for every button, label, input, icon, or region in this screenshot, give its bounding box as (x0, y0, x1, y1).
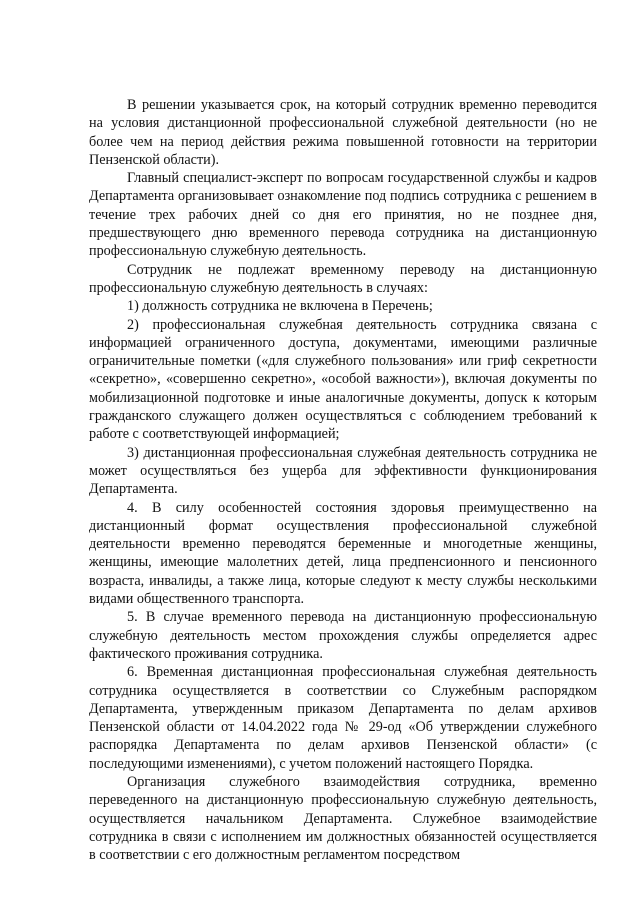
paragraph-item-5: 5. В случае временного перевода на дистанционную профессиональную служебную деятельность местом прохождения службы определяется адрес фактического проживания сотрудника. (89, 609, 597, 662)
paragraph-exception-3: 3) дистанционная профессиональная служебная деятельность сотрудника не может осуществляться без ущерба для эффективности функционирования Департамента. (89, 444, 597, 498)
paragraph-term: В решении указывается срок, на который сотрудник временно переводится на условия дистанционной профессиональной служебной деятельности (но не более чем на период действия режима повышенной готовности на территории Пензенской области). (89, 97, 597, 168)
paragraph-interaction: Организация служебного взаимодействия сотрудника, временно переведенного на дистанционную профессиональную служебную деятельность, осуществляется начальником Департамента. Служебное взаимодействие сотрудника в связи с исполнением им должностных обязанностей осуществляется в соответствии с его должностным регламентом посредством (89, 773, 597, 864)
paragraph-item-6: 6. Временная дистанционная профессиональная служебная деятельность сотрудника осуществляется в соответствии со Служебным распорядком Департамента, утвержденным приказом Департамента по делам архивов Пензенской области от 14.04.2022 года № 29-од «Об утверждении служебного распорядка Департамента по делам архивов Пензенской области» (с последующими изменениями), с учетом положений настоящего Порядка. (89, 664, 597, 772)
paragraph-item-4: 4. В силу особенностей состояния здоровья преимущественно на дистанционный формат осуществления профессиональной служебной деятельности временно переводятся беременные и многодетные женщины, женщины, имеющие малолетних детей, лица предпенсионного и пенсионного возраста, инвалиды, а также лица, которые следуют к месту службы несколькими видами общественного транспорта. (89, 499, 597, 608)
paragraph-exceptions-intro: Сотрудник не подлежат временному переводу на дистанционную профессиональную служебную деятельность в случаях: (89, 261, 597, 296)
document-body (89, 96, 597, 864)
paragraph-exception-2: 2) профессиональная служебная деятельность сотрудника связана с информацией ограниченного доступа, документами, имеющими различные ограничительные пометки («для служебного пользования» или гриф секретности «секретно», «совершенно секретно», «особой важности»), включая документы по мобилизационной подготовке и иные аналогичные документы, допуск к которым гражданского служащего должен осуществляться с соблюдением требований к работе с соответствующей информацией; (89, 316, 597, 443)
paragraph-exception-1: 1) должность сотрудника не включена в Перечень; (127, 298, 433, 315)
paragraph-acquaintance: Главный специалист-эксперт по вопросам государственной службы и кадров Департамента организовывает ознакомление под подпись сотрудника с решением в течение трех рабочих дней со дня его принятия, но не позднее дня, предшествующего дню временного перевода сотрудника на дистанционную профессиональную служебную деятельность. (89, 170, 597, 260)
